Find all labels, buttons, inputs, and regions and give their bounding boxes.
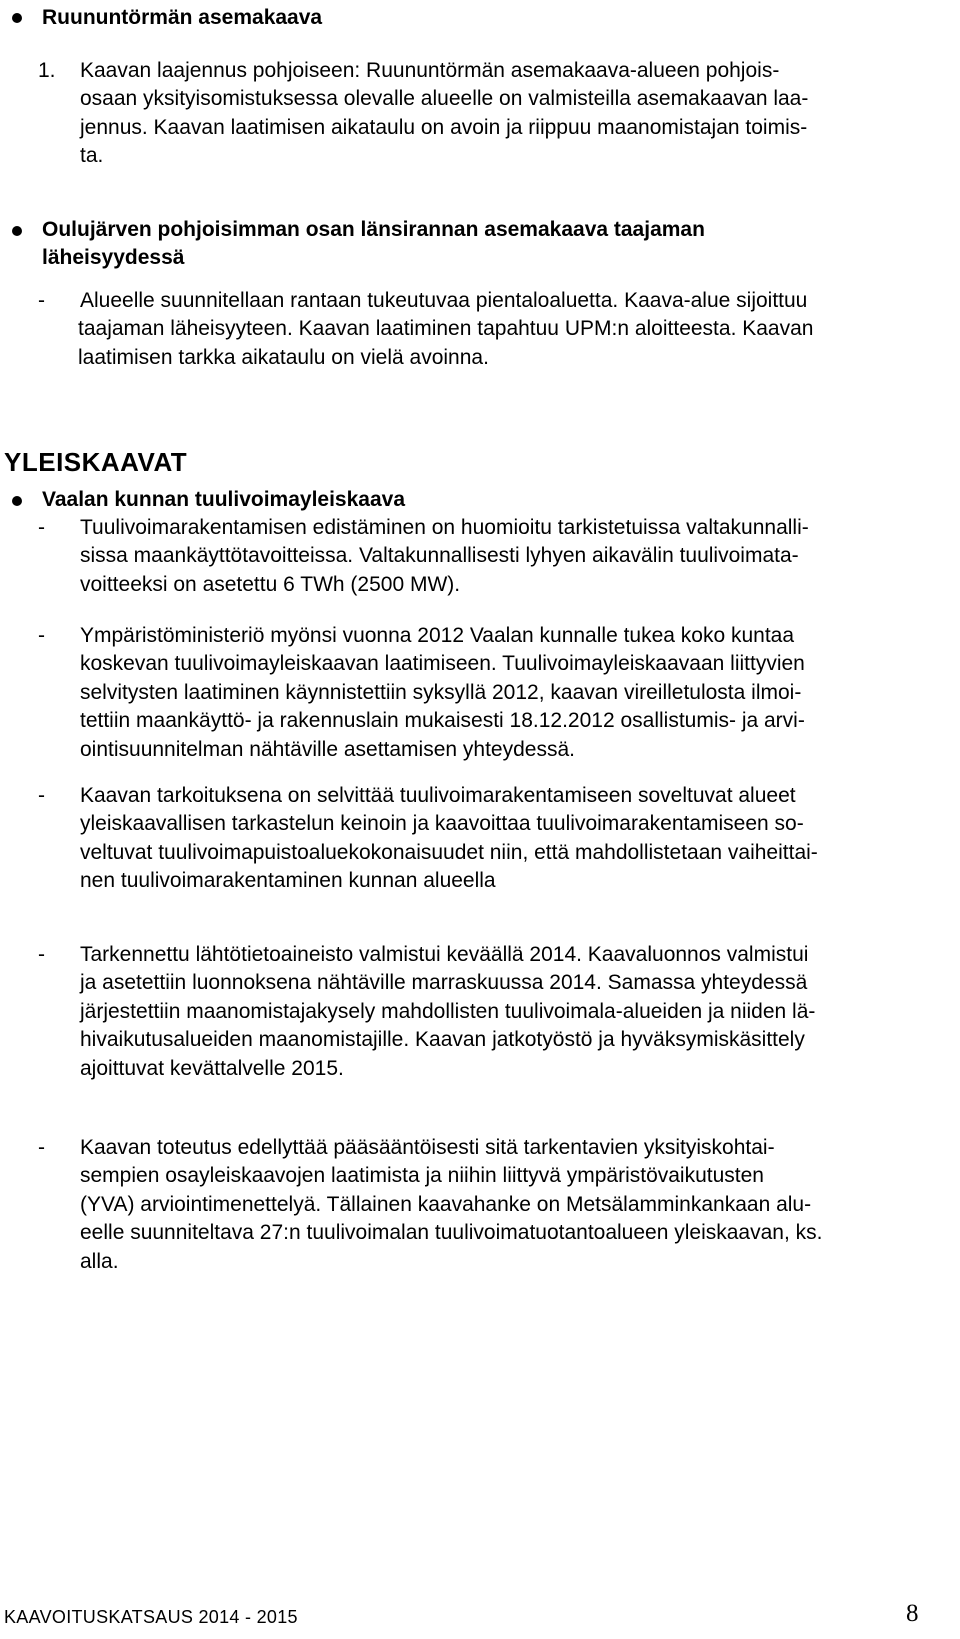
paragraph-line: Alueelle suunnitellaan rantaan tukeutuvaa pientaloaluetta. Kaava-alue sijoittuu [80,289,808,312]
paragraph-line: Tarkennettu lähtötietoaineisto valmistui keväällä 2014. Kaavaluonnos valmistui [80,943,809,966]
title-line: Oulujärven pohjoisimman osan länsirannan asemakaava taajaman [42,218,705,241]
section-heading-yleiskaavat: YLEISKAAVAT [4,447,188,477]
oulujarvi-paragraph [80,287,813,372]
paragraph-line: tettiin maankäyttö- ja rakennuslain mukaisesti 18.12.2012 osallistumis- ja arvi- [80,709,805,733]
paragraph-line: nen tuulivoimarakentaminen kunnan alueella [80,869,496,893]
dash-marker: - [38,784,45,807]
section-title-ruununtorma: Ruununtörmän asemakaava [42,6,323,29]
dash-marker: - [38,516,45,539]
subheading-tuulivoimayleiskaava: Vaalan kunnan tuulivoimayleiskaava [42,488,405,511]
title-line: läheisyydessä [42,246,185,270]
paragraph-line: jennus. Kaavan laatimisen aikataulu on avoin ja riippuu maanomistajan toimis- [80,115,808,139]
paragraph-line: ointisuunnitelman nähtäville asettamisen yhteydessä. [80,737,575,761]
paragraph-line: järjestettiin maanomistajakysely mahdollisten tuulivoimala-alueiden ja niiden lä- [80,999,816,1023]
paragraph-line: koskevan tuulivoimayleiskaavan laatimiseen. Tuulivoimayleiskaavaan liittyvien [80,652,805,676]
list-number: 1. [38,59,56,82]
paragraph-line: sissa maankäyttötavoitteissa. Valtakunnallisesti lyhyen aikavälin tuulivoimata- [80,544,799,568]
dash-marker: - [38,943,45,966]
dash-marker: - [38,289,45,312]
page-number: 8 [906,1600,919,1627]
paragraph-line: Ympäristöministeriö myönsi vuonna 2012 Vaalan kunnalle tukea koko kuntaa [80,624,795,647]
yleiskaava-paragraph-1 [80,514,809,599]
footer-title: KAAVOITUSKATSAUS 2014 - 2015 [4,1607,298,1627]
paragraph-line: yleiskaavallisen tarkastelun keinoin ja kaavoittaa tuulivoimarakentamiseen so- [80,812,804,836]
paragraph-line: Kaavan toteutus edellyttää pääsääntöisesti sitä tarkentavien yksityiskohtai- [80,1136,775,1159]
bullet-icon [12,13,22,23]
bullet-icon [12,226,22,236]
yleiskaava-paragraph-2 [80,622,805,764]
paragraph-line: eelle suunniteltava 27:n tuulivoimalan tuulivoimatuotantoalueen yleiskaavan, ks. [80,1221,823,1245]
paragraph-line: ajoittuvat kevättalvelle 2015. [80,1056,344,1080]
paragraph-line: voitteeksi on asetettu 6 TWh (2500 MW). [80,572,461,596]
paragraph-line: Kaavan laajennus pohjoiseen: Ruununtörmän asemakaava-alueen pohjois- [80,59,780,82]
bullet-icon [12,496,22,506]
dash-marker: - [38,624,45,647]
paragraph-line: taajaman läheisyyteen. Kaavan laatiminen tapahtuu UPM:n aloitteesta. Kaavan [78,317,814,341]
paragraph-line: Kaavan tarkoituksena on selvittää tuulivoimarakentamiseen soveltuvat alueet [80,784,796,807]
paragraph-line: veltuvat tuulivoimapuistoaluekokonaisuudet niin, että mahdollistetaan vaiheittai- [80,840,818,864]
section-title-oulujarvi [42,216,705,273]
paragraph-line: laatimisen tarkka aikataulu on vielä avoinna. [78,345,489,369]
paragraph-line: (YVA) arviointimenettelyä. Tällainen kaavahanke on Metsälamminkankaan alu- [80,1192,812,1216]
paragraph-line: Tuulivoimarakentamisen edistäminen on huomioitu tarkistetuissa valtakunnalli- [80,516,809,539]
paragraph-line: selvitysten laatiminen käynnistettiin syksyllä 2012, kaavan vireilletulosta ilmoi- [80,680,802,704]
paragraph-line: sempien osayleiskaavojen laatimista ja niihin liittyvä ympäristövaikutusten [80,1164,764,1188]
paragraph-line: osaan yksityisomistuksessa olevalle alueelle on valmisteilla asemakaavan laa- [80,87,809,111]
yleiskaava-paragraph-4 [80,941,815,1083]
yleiskaava-paragraph-5 [80,1134,822,1276]
paragraph-line: alla. [80,1249,119,1273]
dash-marker: - [38,1136,45,1159]
yleiskaava-paragraph-3 [80,782,818,896]
paragraph-line: hivaikutusalueiden maanomistajille. Kaavan jatkotyöstö ja hyväksymiskäsittely [80,1028,805,1052]
paragraph-line: ta. [80,144,104,168]
ruununtorma-paragraph [80,57,808,171]
paragraph-line: ja asetettiin luonnoksena nähtäville marraskuussa 2014. Samassa yhteydessä [80,971,808,995]
